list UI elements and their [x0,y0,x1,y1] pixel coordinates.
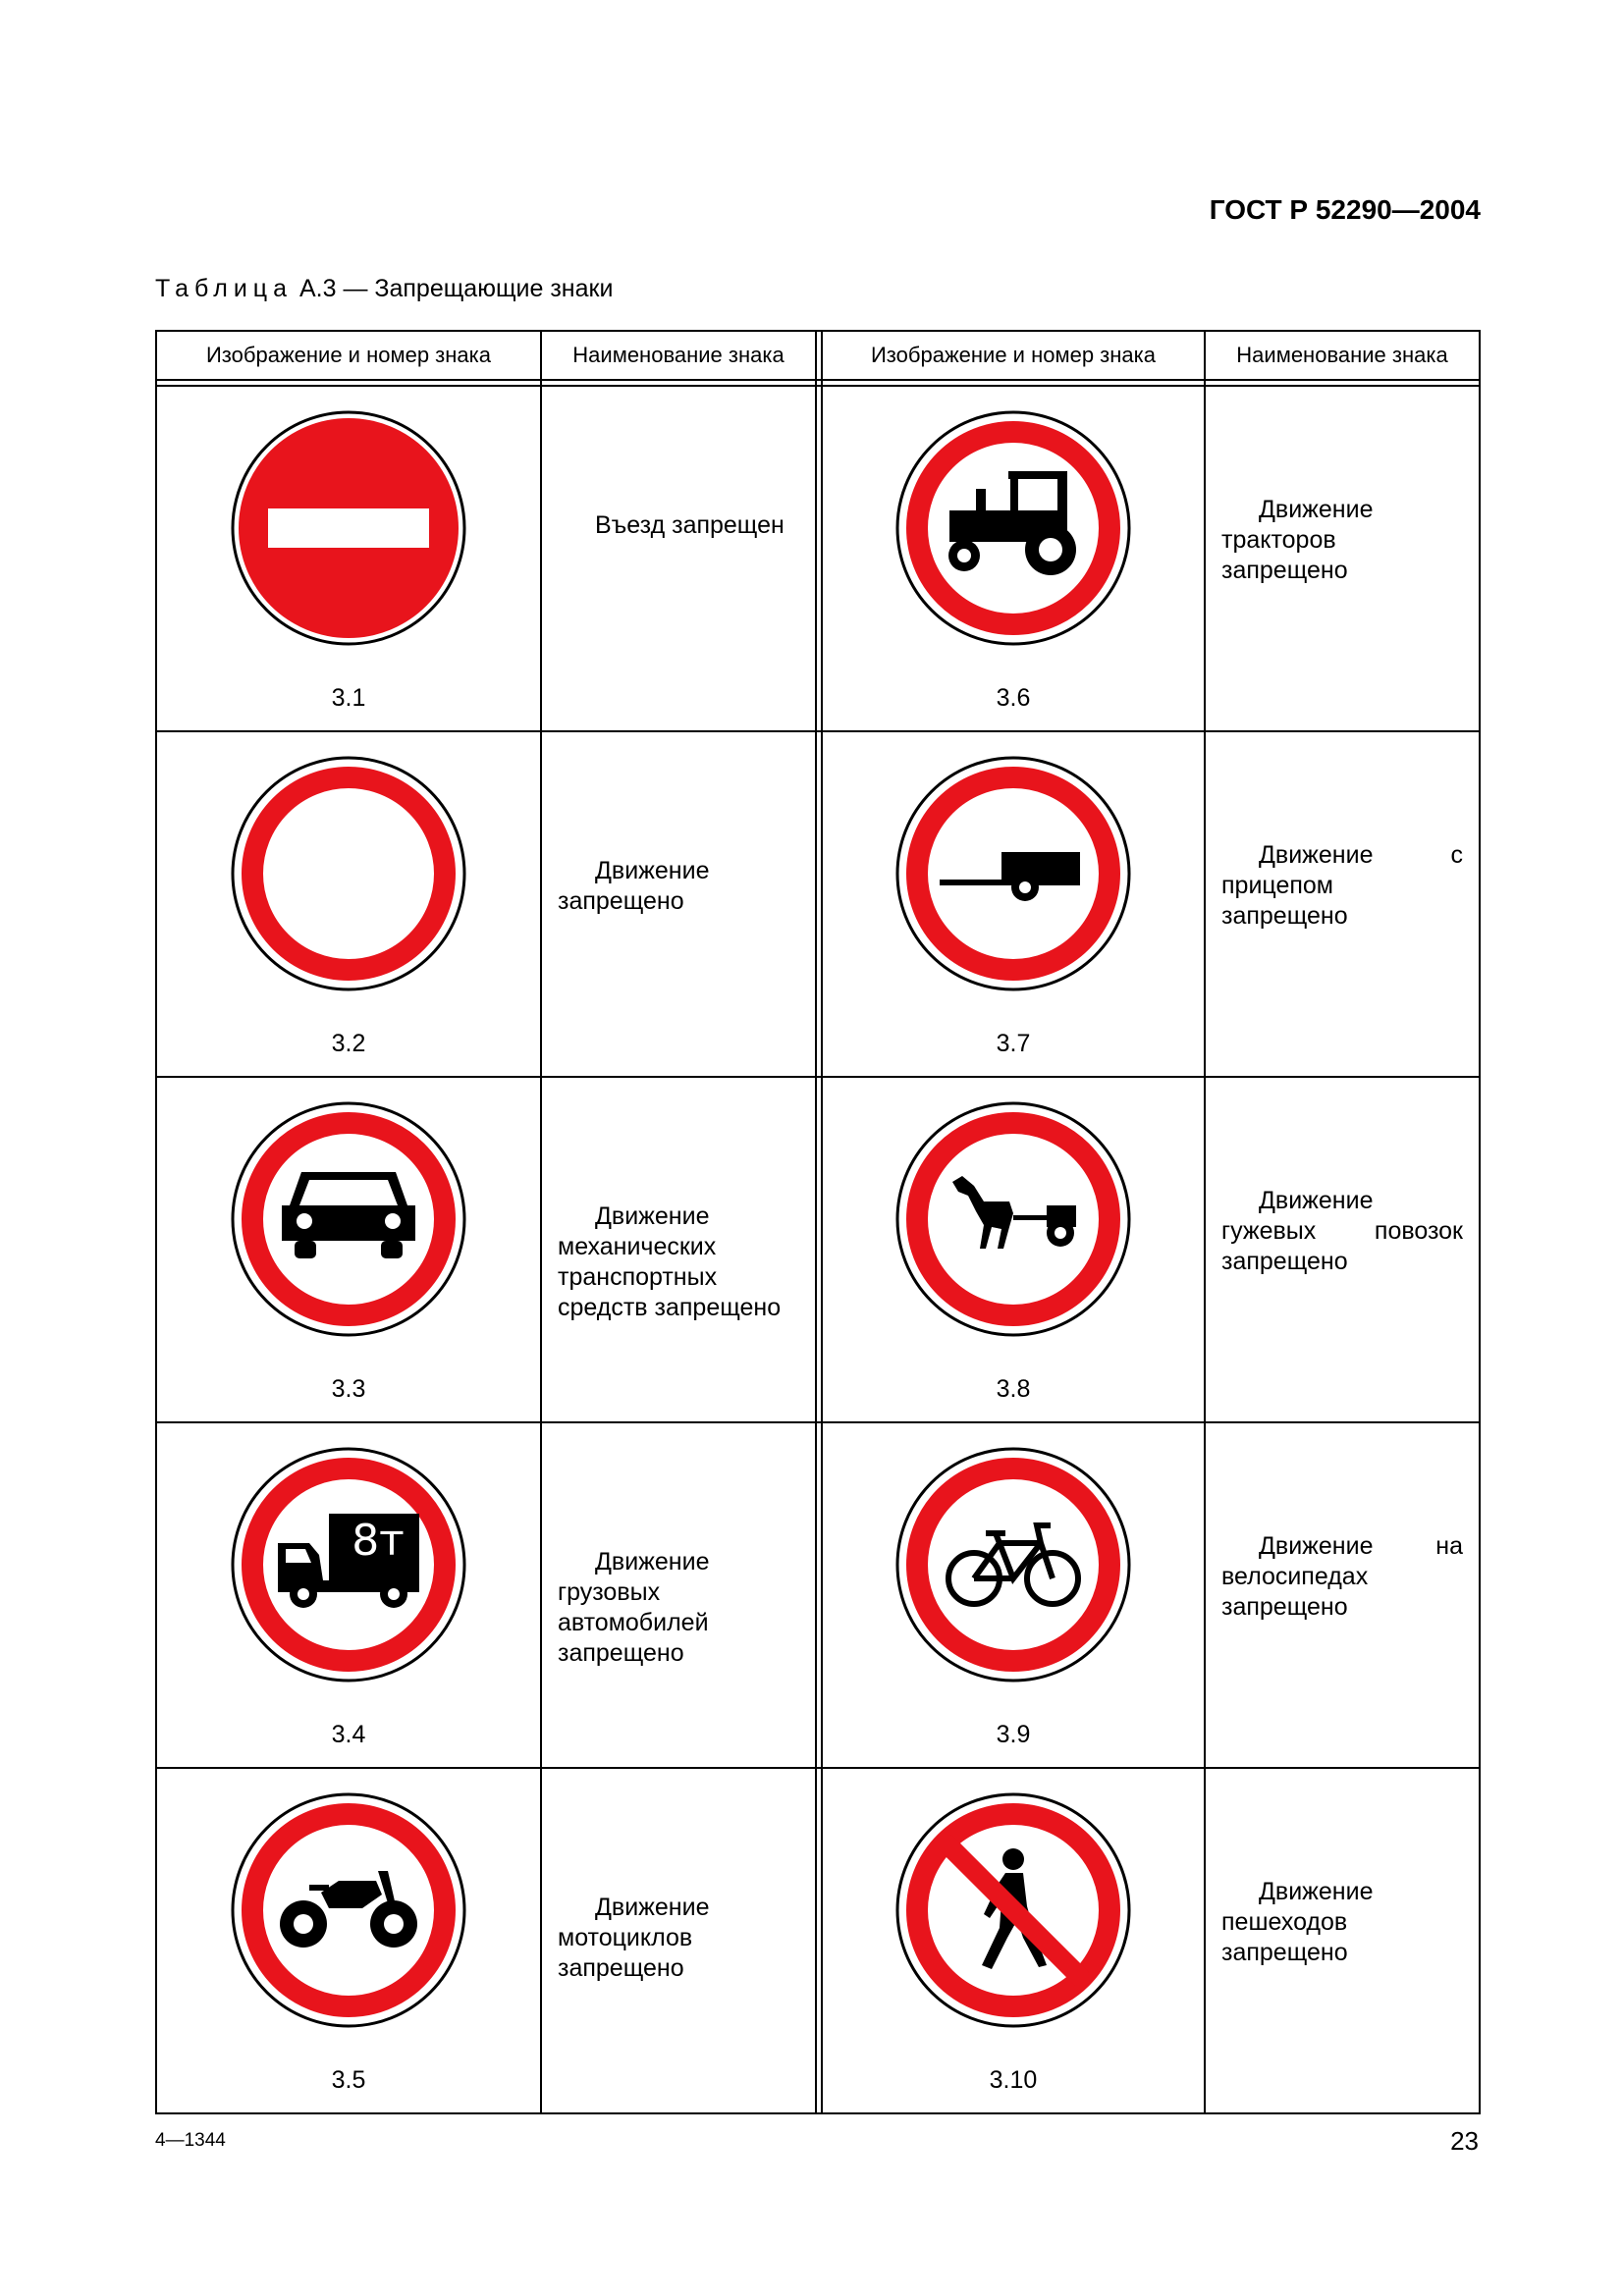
sign-number: 3.7 [996,1030,1031,1057]
sign-name: Движение грузовых автомобилей запрещено [558,1548,710,1667]
sign-number: 3.3 [331,1375,366,1403]
table-row [156,1077,1480,1422]
sign-name: Въезд запрещен [595,511,784,539]
sign-name: Движение на велосипедах запрещено [1221,1532,1463,1621]
sign-image-cell [156,386,541,731]
sign-image-cell [822,1077,1205,1422]
sign-name-cell [1205,1077,1480,1422]
sign-name: Движение запрещено [558,857,710,915]
sign-name-cell [1205,1422,1480,1768]
sign-image-cell [156,731,541,1077]
print-code: 4—1344 [155,2130,226,2151]
table-caption [155,275,613,303]
sign-name: Движение гужевых повозок запрещено [1221,1187,1463,1275]
sign-number: 3.10 [989,2066,1038,2094]
column-header-image: Изображение и номер знака [822,331,1205,380]
sign-image-cell [822,1422,1205,1768]
sign-name: Движение пешеходов запрещено [1221,1878,1374,1966]
table-header-row [156,331,1480,380]
sign-number: 3.1 [331,684,366,712]
table-row [156,731,1480,1077]
sign-name-cell [541,1077,816,1422]
sign-name: Движение с прицепом запрещено [1221,841,1463,930]
no-trucks-sign [231,1447,466,1682]
no-entry-sign [231,410,466,646]
no-motorcycles-sign [231,1792,466,2028]
standard-designation: ГОСТ Р 52290—2004 [1209,194,1481,225]
sign-image-cell [822,731,1205,1077]
sign-name-cell [1205,1768,1480,2113]
sign-number: 3.2 [331,1030,366,1057]
sign-number: 3.6 [996,684,1031,712]
no-vehicles-sign [231,756,466,991]
sign-name: Движение мотоциклов запрещено [558,1894,710,1982]
sign-name-cell [1205,386,1480,731]
page-number: 23 [1450,2126,1479,2156]
no-tractors-sign [895,410,1131,646]
column-header-name: Наименование знака [1205,331,1480,380]
sign-name-cell [1205,731,1480,1077]
sign-number: 3.8 [996,1375,1031,1403]
no-motor-vehicles-sign [231,1101,466,1337]
sign-name: Движение механических транспортных средств запрещено [558,1202,782,1321]
sign-image-cell [156,1077,541,1422]
sign-number: 3.4 [331,1721,366,1748]
sign-name: Движение тракторов запрещено [1221,496,1374,584]
sign-name-cell [541,1768,816,2113]
signs-table [155,330,1481,2114]
sign-image-cell [822,386,1205,731]
table-row [156,386,1480,731]
no-pedestrians-sign [895,1792,1131,2028]
no-trailer-sign [895,756,1131,991]
sign-image-cell [156,1768,541,2113]
table-row [156,1768,1480,2113]
sign-name-cell [541,386,816,731]
truck-weight-label: 8т [352,1516,405,1566]
sign-number: 3.5 [331,2066,366,2094]
no-horse-carts-sign [895,1101,1131,1337]
no-bicycles-sign [895,1447,1131,1682]
table-caption-title: А.3 — Запрещающие знаки [293,275,614,302]
sign-image-cell [156,1422,541,1768]
sign-number: 3.9 [996,1721,1031,1748]
sign-name-cell [541,1422,816,1768]
column-header-image: Изображение и номер знака [156,331,541,380]
table-row [156,1422,1480,1768]
sign-image-cell [822,1768,1205,2113]
table-caption-label: Таблица [155,275,294,302]
sign-name-cell [541,731,816,1077]
column-header-name: Наименование знака [541,331,816,380]
